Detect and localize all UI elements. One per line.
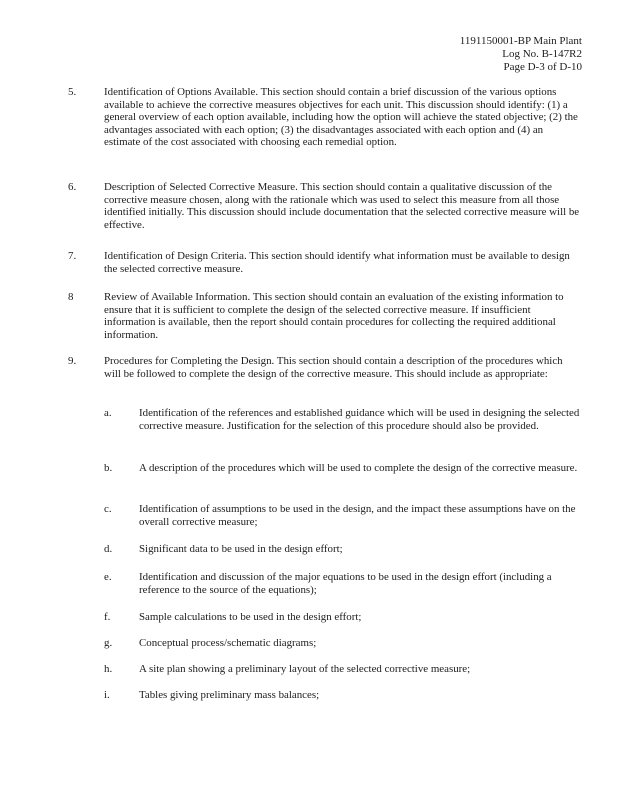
item-text: Procedures for Completing the Design. This section should contain a description of the procedures which will be followed to complete the design of the corrective measure. This should include as appropriate: bbox=[104, 355, 563, 380]
sub-item-text: A description of the procedures which will be used to complete the design of the corrective measure. bbox=[139, 462, 578, 474]
sub-item-text: Sample calculations to be used in the design effort; bbox=[139, 611, 362, 623]
sub-item-letter: c. bbox=[104, 503, 112, 515]
sub-item-letter: h. bbox=[104, 663, 113, 675]
sub-item-text: Significant data to be used in the design effort; bbox=[139, 543, 343, 555]
header-log-number: Log No. B-147R2 bbox=[502, 47, 582, 60]
item-text: Identification of Options Available. This section should contain a brief discussion of the various options available to achieve the corrective measures objectives for each unit. This discussion should identify: (1) a general overview of each option available, including how the option will achieve the stated objective; (2) the advantages associated with each option; (3) the disadvantages associated with each option and (4) an estimate of the cost associated with choosing each remedial option. bbox=[104, 86, 578, 149]
sub-item-letter: d. bbox=[104, 543, 113, 555]
item-text: Review of Available Information. This section should contain an evaluation of the existing information to ensure that it is sufficient to complete the design of the selected corrective measure. If insufficient information is available, then the report should contain procedures for collecting the required additional information. bbox=[104, 291, 564, 341]
page-header bbox=[460, 35, 582, 73]
sub-item-letter: g. bbox=[104, 637, 113, 649]
item-text: Identification of Design Criteria. This section should identify what information must be available to design the selected corrective measure. bbox=[104, 250, 570, 275]
sub-item-text: A site plan showing a preliminary layout of the selected corrective measure; bbox=[139, 663, 471, 675]
header-document-id: 1191150001-BP Main Plant bbox=[459, 35, 582, 47]
item-text: Description of Selected Corrective Measure. This section should contain a qualitative discussion of the corrective measure chosen, along with the rationale which was used to select this measure from all those identified initially. This discussion should include documentation that the selected corrective measure will be effective. bbox=[104, 181, 580, 231]
sub-item-letter: e. bbox=[104, 571, 112, 583]
sub-item-text: Tables giving preliminary mass balances; bbox=[139, 689, 320, 701]
item-number: 5. bbox=[68, 86, 77, 98]
item-number: 9. bbox=[68, 355, 77, 367]
item-number: 8 bbox=[68, 291, 74, 303]
sub-item-text: Conceptual process/schematic diagrams; bbox=[139, 637, 317, 649]
sub-item-letter: f. bbox=[104, 611, 111, 623]
sub-item-text: Identification and discussion of the major equations to be used in the design effort (including a reference to the source of the equations); bbox=[139, 571, 552, 596]
sub-item-letter: i. bbox=[104, 689, 110, 701]
header-page-number: Page D-3 of D-10 bbox=[503, 60, 582, 73]
sub-item-letter: a. bbox=[104, 407, 112, 419]
sub-item-letter: b. bbox=[104, 462, 113, 474]
sub-item-text: Identification of assumptions to be used in the design, and the impact these assumptions have on the overall corrective measure; bbox=[139, 503, 576, 528]
item-number: 6. bbox=[68, 181, 77, 193]
item-number: 7. bbox=[68, 250, 77, 262]
sub-item-text: Identification of the references and established guidance which will be used in designing the selected corrective measure. Justification for the selection of this procedure should also be provided. bbox=[139, 407, 580, 432]
